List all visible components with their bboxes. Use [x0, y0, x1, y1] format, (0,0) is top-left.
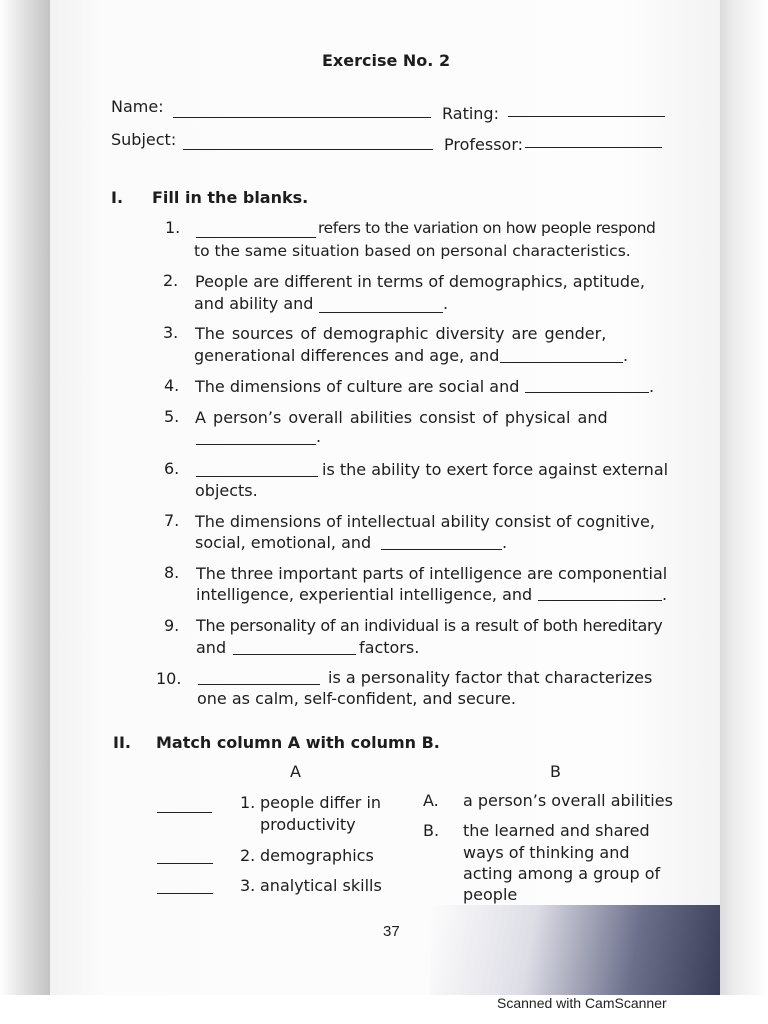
item-8-blank[interactable]: [538, 600, 662, 601]
item-9-text-factors: factors.: [359, 638, 420, 657]
item-6-text-line1: is the ability to exert force against external: [322, 460, 669, 479]
column-a-1-text-line1: people differ in: [260, 793, 382, 812]
item-9-text-line1: The personality of an individual is a result of both hereditary: [196, 616, 663, 635]
column-b-b-text-line4: people: [463, 885, 518, 904]
item-8-number: 8.: [164, 563, 180, 582]
match-2-blank[interactable]: [157, 863, 213, 864]
name-field[interactable]: [173, 117, 431, 118]
item-3-text-line2: generational differences and age, and: [194, 346, 500, 365]
item-1-text-line2: to the same situation based on personal characteristics.: [194, 242, 631, 260]
item-8-period: .: [662, 585, 668, 604]
column-b-b-text-line3: acting among a group of: [463, 864, 661, 883]
subject-label: Subject:: [111, 130, 177, 149]
column-b-b-letter: B.: [423, 821, 440, 840]
item-10-text-line1: is a personality factor that characterizes: [328, 668, 653, 687]
item-5-text: A person’s overall abilities consist of physical and: [195, 408, 608, 427]
scanner-watermark: Scanned with CamScanner: [497, 995, 667, 1011]
subject-field[interactable]: [183, 149, 433, 150]
column-a-2-number: 2.: [240, 846, 256, 865]
rating-label: Rating:: [442, 104, 499, 123]
item-5-period: .: [316, 427, 322, 446]
scan-corner-shadow: [430, 905, 720, 995]
item-8-text-line1: The three important parts of intelligence are componential: [196, 564, 668, 583]
item-4-text: The dimensions of culture are social and: [195, 377, 520, 396]
item-1-number: 1.: [165, 218, 181, 237]
item-3-blank[interactable]: [500, 362, 623, 363]
column-b-a-letter: A.: [423, 791, 439, 810]
professor-field[interactable]: [525, 147, 662, 148]
match-1-blank[interactable]: [157, 812, 212, 813]
item-6-blank[interactable]: [196, 476, 318, 477]
item-6-number: 6.: [164, 459, 180, 478]
item-9-blank[interactable]: [233, 654, 356, 655]
column-a-3-text: analytical skills: [260, 876, 382, 895]
item-3-period: .: [623, 346, 629, 365]
rating-field[interactable]: [508, 116, 665, 117]
item-5-number: 5.: [164, 407, 180, 426]
column-a-2-text: demographics: [260, 846, 374, 865]
column-a-1-number: 1.: [240, 793, 256, 812]
item-2-text-line1: People are different in terms of demographics, aptitude,: [195, 272, 645, 291]
item-7-text-line1: The dimensions of intellectual ability consist of cognitive,: [195, 512, 655, 531]
item-4-period: .: [649, 377, 655, 396]
item-5-blank[interactable]: [196, 444, 316, 445]
exercise-title: Exercise No. 2: [322, 51, 451, 70]
page-number: 37: [383, 923, 400, 940]
column-b-header: B: [550, 762, 561, 781]
item-1-text-line1: refers to the variation on how people respond: [318, 219, 656, 237]
professor-label: Professor:: [444, 135, 524, 154]
item-10-text-line2: one as calm, self-confident, and secure.: [197, 689, 516, 708]
section-1-heading: Fill in the blanks.: [152, 188, 309, 207]
item-4-number: 4.: [164, 376, 180, 395]
item-3-number: 3.: [163, 323, 179, 342]
name-label: Name:: [111, 97, 164, 116]
item-7-text-line2: social, emotional, and: [195, 533, 372, 552]
scan-shadow-right: [720, 0, 768, 995]
column-b-b-text-line1: the learned and shared: [463, 821, 650, 840]
column-b-a-text: a person’s overall abilities: [463, 791, 673, 810]
item-6-text-line2: objects.: [195, 481, 258, 500]
item-4-blank[interactable]: [525, 392, 649, 393]
item-7-period: .: [502, 533, 508, 552]
column-b-b-text-line2: ways of thinking and: [463, 843, 630, 862]
item-9-number: 9.: [164, 616, 180, 635]
column-a-header: A: [290, 762, 301, 781]
item-10-number: 10.: [156, 669, 182, 688]
column-a-1-text-line2: productivity: [260, 815, 356, 834]
item-2-period: .: [443, 294, 449, 313]
section-2-heading: Match column A with column B.: [156, 733, 440, 752]
item-1-blank[interactable]: [196, 237, 316, 238]
match-3-blank[interactable]: [157, 893, 213, 894]
scan-shadow-left: [0, 0, 55, 995]
section-1-numeral: I.: [111, 188, 124, 207]
column-a-3-number: 3.: [240, 876, 256, 895]
item-10-blank[interactable]: [198, 684, 320, 685]
item-3-text-line1: The sources of demographic diversity are gender,: [195, 324, 607, 343]
item-7-number: 7.: [164, 511, 180, 530]
item-2-blank[interactable]: [319, 312, 443, 313]
item-9-text-and: and: [196, 638, 227, 657]
item-2-text-line2: and ability and: [194, 294, 314, 313]
item-8-text-line2: intelligence, experiential intelligence, and: [196, 585, 533, 604]
section-2-numeral: II.: [113, 733, 131, 752]
item-2-number: 2.: [163, 271, 179, 290]
item-7-blank[interactable]: [381, 549, 502, 550]
